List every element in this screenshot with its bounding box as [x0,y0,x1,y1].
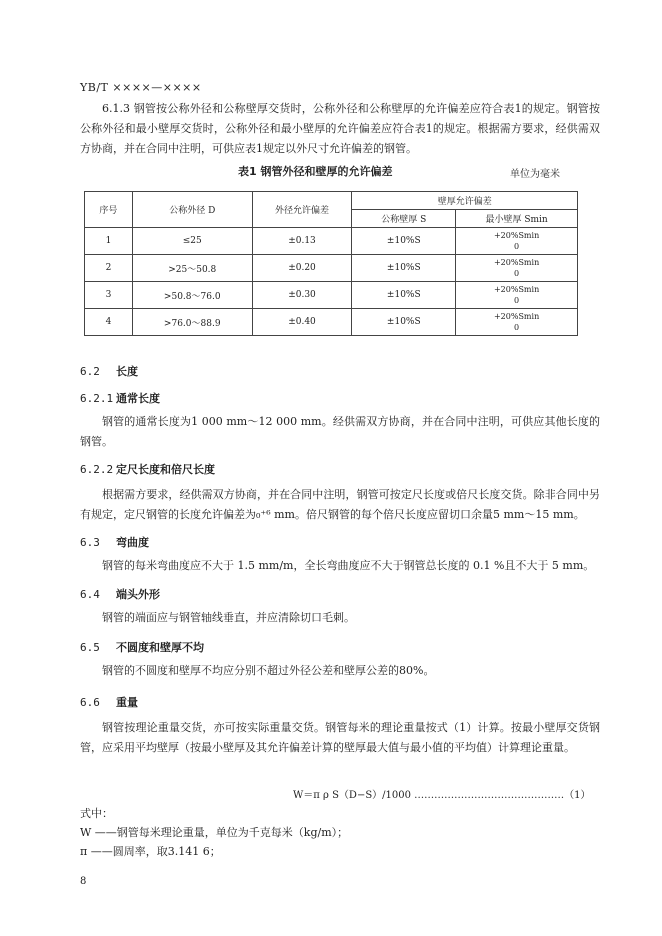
min-wall-upper: +20%Smin [493,231,540,240]
cell-wall: ±10%S [352,255,456,282]
cell-seq: 2 [85,255,133,282]
cell-od: ≤25 [132,228,252,255]
cell-od-tol: ±0.20 [252,255,352,282]
section-number: 6.3 [80,536,100,549]
clause-6-2-2: 根据需方要求，经供需双方协商，并在合同中注明，钢管可按定尺长度或倍尺长度交货。除非合同中另有规定，定尺钢管的长度允许偏差为₀⁺⁶ mm。倍尺钢管的每个倍尺长度应留切口余量5 mm～15 mm。 [80,488,600,521]
section-title: 端头外形 [116,588,160,601]
section-title: 定尺长度和倍尺长度 [116,463,215,476]
section-title: 不圆度和壁厚不均 [116,641,204,654]
section-6-5-heading [80,639,204,655]
tolerance-table [84,191,578,336]
cell-seq: 3 [85,282,133,309]
cell-wall: ±10%S [352,309,456,336]
section-6-4-heading [80,586,160,602]
section-number: 6.4 [80,588,100,601]
formula-definitions [80,804,348,861]
section-6-6-heading [80,694,138,710]
table-row [85,228,578,255]
cell-min-wall [456,255,578,282]
cell-od-tol: ±0.40 [252,309,352,336]
cell-od-tol: ±0.13 [252,228,352,255]
header-outer-diameter: 公称外径 D [132,192,252,228]
page-number: 8 [80,876,87,887]
section-number: 6.2.2 [80,463,114,476]
weight-formula: W＝π ρ S（D−S）/1000 ………………………………………（1） [293,790,591,801]
cell-wall: ±10%S [352,282,456,309]
section-title: 重量 [116,696,138,709]
min-wall-upper: +20%Smin [493,312,540,321]
clause-6-2-1: 钢管的通常长度为1 000 mm～12 000 mm。经供需双方协商，并在合同中注明，可供应其他长度的钢管。 [80,415,600,448]
clause-6-6: 钢管按理论重量交货，亦可按实际重量交货。钢管每米的理论重量按式（1）计算。按最小壁厚交货钢管，应采用平均壁厚（按最小壁厚及其允许偏差计算的壁厚最大值与最小值的平均值）计算理论重量。 [80,721,600,754]
header-seq: 序号 [85,192,133,228]
cell-min-wall [456,282,578,309]
min-wall-lower: 0 [514,242,520,251]
standard-header: YB/T ××××—×××× [80,81,202,94]
clause-6-4: 钢管的端面应与钢管轴线垂直，并应清除切口毛刺。 [102,611,355,624]
section-6-2-2-heading [80,461,215,477]
cell-seq: 4 [85,309,133,336]
where-label: 式中： [80,807,113,820]
section-number: 6.2.1 [80,392,114,405]
cell-seq: 1 [85,228,133,255]
section-title: 弯曲度 [116,536,149,549]
min-wall-lower: 0 [514,323,520,332]
cell-od-tol: ±0.30 [252,282,352,309]
min-wall-upper: +20%Smin [493,258,540,267]
cell-wall: ±10%S [352,228,456,255]
section-6-2-heading [80,363,138,379]
clause-6-1-3: 6.1.3 钢管按公称外径和公称壁厚交货时，公称外径和公称壁厚的允许偏差应符合表1的规定。钢管按公称外径和最小壁厚交货时，公称外径和最小壁厚的允许偏差应符合表1的规定。根据需方要求，经供需双方协商，并在合同中注明，可供应表1规定以外尺寸允许偏差的钢管。 [80,102,600,155]
cell-min-wall [456,228,578,255]
min-wall-lower: 0 [514,269,520,278]
cell-min-wall [456,309,578,336]
section-6-3-heading [80,534,149,550]
section-number: 6.5 [80,641,100,654]
cell-od: >50.8～76.0 [132,282,252,309]
table-unit: 单位为毫米 [510,169,560,180]
section-number: 6.2 [80,365,100,378]
header-od-tolerance: 外径允许偏差 [252,192,352,228]
header-min-wall: 最小壁厚 Smin [456,210,578,228]
header-nominal-wall: 公称壁厚 S [352,210,456,228]
cell-od: >76.0～88.9 [132,309,252,336]
table-row [85,282,578,309]
section-title: 长度 [116,365,138,378]
cell-od: >25～50.8 [132,255,252,282]
table-caption: 表1 钢管外径和壁厚的允许偏差 [238,165,393,178]
min-wall-upper: +20%Smin [493,285,540,294]
section-number: 6.6 [80,696,100,709]
definition-pi: π ——圆周率，取3.141 6； [80,845,221,858]
clause-6-3: 钢管的每米弯曲度应不大于 1.5 mm/m，全长弯曲度应不大于钢管总长度的 0.1 %且不大于 5 mm。 [102,559,595,572]
header-wall-tolerance: 壁厚允许偏差 [352,192,578,210]
table-row [85,255,578,282]
section-6-2-1-heading [80,390,160,406]
clause-6-5: 钢管的不圆度和壁厚不均应分别不超过外径公差和壁厚公差的80%。 [102,664,435,677]
table-row [85,309,578,336]
section-title: 通常长度 [116,392,160,405]
definition-w: W ——钢管每米理论重量，单位为千克每米（kg/m）； [80,826,349,839]
min-wall-lower: 0 [514,296,520,305]
